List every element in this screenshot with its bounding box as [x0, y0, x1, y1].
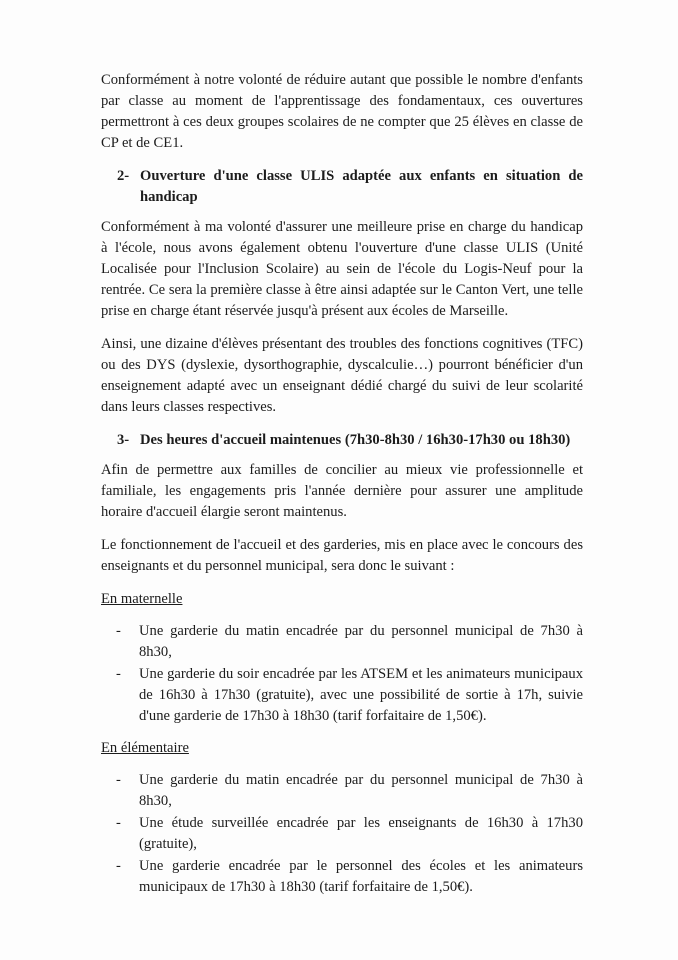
dash-bullet: - [116, 815, 121, 831]
document-body [101, 70, 583, 909]
elementaire-list [101, 770, 583, 898]
section-2-number: 2- [117, 168, 130, 184]
list-item-text: Une garderie du soir encadrée par les ATSEM et les animateurs municipaux de 16h30 à 17h30 (gratuite), avec une possibilité de sortie à 17h, suivie d'une garderie de 17h30 à 18h30 (tarif forfaitaire de 1,50€). [139, 666, 583, 724]
list-item [101, 664, 583, 727]
maternelle-list [101, 621, 583, 727]
section-3-title: Des heures d'accueil maintenues (7h30-8h30 / 16h30-17h30 ou 18h30) [140, 432, 571, 448]
list-item-text: Une garderie encadrée par le personnel des écoles et les animateurs municipaux de 17h30 à 18h30 (tarif forfaitaire de 1,50€). [139, 858, 583, 895]
list-item-text: Une garderie du matin encadrée par du personnel municipal de 7h30 à 8h30, [139, 772, 583, 809]
section-3-paragraph: Le fonctionnement de l'accueil et des garderies, mis en place avec le concours des enseignants et du personnel municipal, sera donc le suivant : [101, 537, 583, 574]
list-item [101, 621, 583, 663]
list-item-text: Une étude surveillée encadrée par les enseignants de 16h30 à 17h30 (gratuite), [139, 815, 583, 852]
maternelle-heading: En maternelle [101, 591, 183, 607]
list-item [101, 813, 583, 855]
dash-bullet: - [116, 858, 121, 874]
list-item [101, 856, 583, 898]
list-item-text: Une garderie du matin encadrée par du personnel municipal de 7h30 à 8h30, [139, 623, 583, 660]
elementaire-heading: En élémentaire [101, 740, 189, 756]
section-2-heading [101, 166, 583, 208]
section-2-title: Ouverture d'une classe ULIS adaptée aux enfants en situation de handicap [140, 168, 583, 205]
section-3-heading [101, 430, 583, 451]
section-2-paragraph: Ainsi, une dizaine d'élèves présentant des troubles des fonctions cognitives (TFC) ou des DYS (dyslexie, dysorthographie, dyscalculie…) pourront bénéficier d'un enseignement adapté avec un enseignant dédié chargé du suivi de leur scolarité dans leurs classes respectives. [101, 336, 583, 415]
dash-bullet: - [116, 623, 121, 639]
section-3-paragraph: Afin de permettre aux familles de concilier au mieux vie professionnelle et familiale, les engagements pris l'année dernière pour assurer une amplitude horaire d'accueil élargie seront maintenus. [101, 462, 583, 520]
section-2-paragraph: Conformément à ma volonté d'assurer une meilleure prise en charge du handicap à l'école, nous avons également obtenu l'ouverture d'une classe ULIS (Unité Localisée pour l'Inclusion Scolaire) au sein de l'école du Logis-Neuf pour la rentrée. Ce sera la première classe à être ainsi adaptée sur le Canton Vert, une telle prise en charge étant réservée jusqu'à présent aux écoles de Marseille. [101, 219, 583, 319]
list-item [101, 770, 583, 812]
dash-bullet: - [116, 772, 121, 788]
intro-paragraph: Conformément à notre volonté de réduire autant que possible le nombre d'enfants par classe au moment de l'apprentissage des fondamentaux, ces ouvertures permettront à ces deux groupes scolaires de ne compter que 25 élèves en classe de CP et de CE1. [101, 72, 583, 151]
dash-bullet: - [116, 666, 121, 682]
section-3-number: 3- [117, 432, 130, 448]
